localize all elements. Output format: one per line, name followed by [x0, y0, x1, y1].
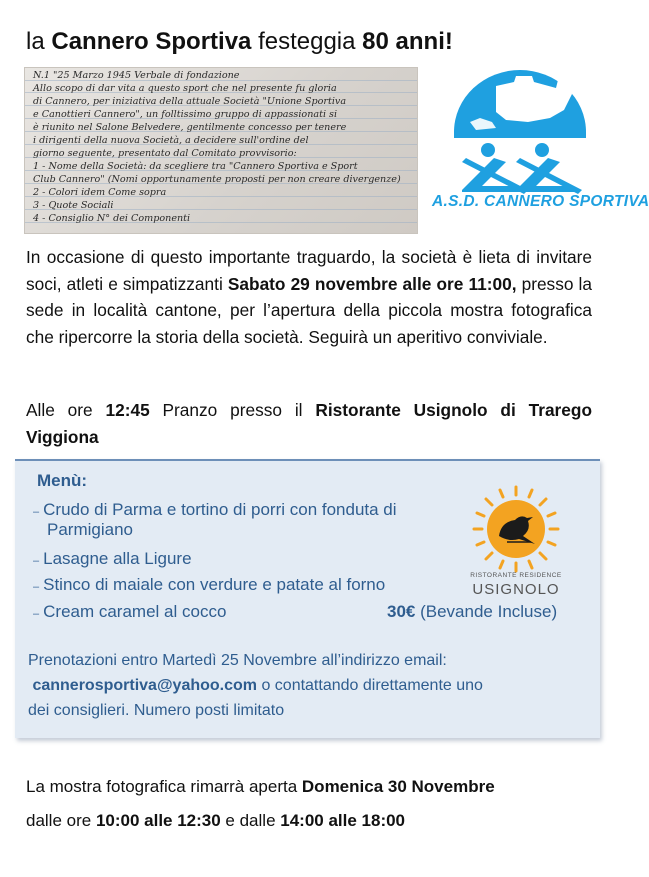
manuscript-line: 4 - Consiglio N° dei Componenti — [33, 213, 191, 224]
lunch-text-continued: Pranzo presso il — [149, 400, 316, 420]
manuscript-line: e Canottieri Cannero", un folltissimo gruppo di appassionati si — [33, 109, 338, 120]
manuscript-line: 2 - Colori idem Come sopra — [33, 187, 167, 198]
booking-info — [28, 648, 588, 723]
club-logo-name: A.S.D. CANNERO SPORTIVA — [432, 193, 649, 210]
lunch-venue: Ristorante Usignolo di Trarego Viggiona — [26, 400, 593, 447]
page-title — [26, 28, 453, 56]
lunch-time: 12:45 — [105, 400, 150, 420]
intro-text: In occasione di questo importante traguardo, la società è lieta di invitare soci, atleti e simpatizzanti — [26, 247, 592, 294]
exhibition-time-morning: 10:00 alle 12:30 — [95, 811, 221, 830]
restaurant-logo-name: USIGNOLO — [472, 581, 560, 598]
exhibition-hours — [26, 770, 596, 838]
title-prefix: la — [26, 28, 52, 55]
founding-document-image — [24, 67, 418, 234]
exhibition-day: Domenica 30 Novembre — [301, 777, 495, 796]
lunch-text: Alle ore — [26, 400, 106, 420]
exhibition-hours-text: dalle ore — [26, 811, 96, 830]
exhibition-time-afternoon: 14:00 alle 18:00 — [280, 811, 406, 830]
restaurant-logo-icon — [471, 484, 561, 574]
menu-item: – Crudo di Parma e tortino di porri con fonduta di Parmigiano — [33, 500, 397, 539]
manuscript-line: 1 - Nome della Società: da scegliere tra "Cannero Sportiva e Sport — [33, 161, 358, 172]
title-years: 80 anni! — [362, 28, 453, 55]
menu-box — [15, 459, 600, 738]
manuscript-line: di Cannero, per iniziativa della attuale Società "Unione Sportiva — [33, 96, 347, 107]
manuscript-line: è riunito nel Salone Belvedere, gentilmente concesso per tenere — [33, 122, 347, 133]
intro-text-continued: presso la sede in località cantone, per l’apertura della piccola mostra fotografica che ripercorre la storia della società. Seguirà un aperitivo conviviale. — [26, 273, 592, 347]
booking-contact-text: o contattando direttamente uno — [257, 677, 483, 694]
manuscript-line: Club Cannero" (Nomi opportunamente proposti per non creare divergenze) — [33, 174, 401, 185]
menu-title: Menù: — [37, 471, 88, 490]
lunch-paragraph — [26, 397, 592, 450]
price-amount: 30€ — [387, 602, 416, 621]
exhibition-text: La mostra fotografica rimarrà aperta — [26, 777, 302, 796]
booking-deadline: Prenotazioni entro Martedì 25 Novembre all’indirizzo email: — [28, 652, 447, 669]
menu-item: – Stinco di maiale con verdure e patate al forno — [33, 575, 386, 594]
event-date: Sabato 29 novembre alle ore 11:00, — [227, 273, 517, 294]
menu-item: – Cream caramel al cocco — [33, 602, 227, 621]
menu-item: – Lasagne alla Ligure — [33, 549, 192, 568]
manuscript-line: 3 - Quote Sociali — [33, 200, 114, 211]
manuscript-line: N.1 "25 Marzo 1945 Verbale di fondazione — [33, 70, 240, 81]
menu-price — [387, 602, 557, 622]
title-club-name: Cannero Sportiva — [51, 28, 252, 55]
restaurant-logo-subtitle: RISTORANTE RESIDENCE — [470, 572, 562, 579]
manuscript-line: giorno seguente, presentato dal Comitato provvisorio: — [33, 148, 297, 159]
booking-limit-text: dei consiglieri. Numero posti limitato — [28, 702, 285, 719]
menu-item-continuation: Parmigiano — [47, 520, 133, 539]
manuscript-line: Allo scopo di dar vita a questo sport che nel presente fu gloria — [33, 83, 337, 94]
contact-email-link[interactable]: cannerosportiva@yahoo.com — [32, 677, 257, 694]
price-note: (Bevande Incluse) — [415, 602, 558, 621]
manuscript-line: i dirigenti della nuova Società, a decidere sull'ordine del — [33, 135, 309, 146]
intro-paragraph — [26, 244, 592, 350]
exhibition-hours-join: e dalle — [220, 811, 281, 830]
title-middle: festeggia — [251, 28, 363, 55]
